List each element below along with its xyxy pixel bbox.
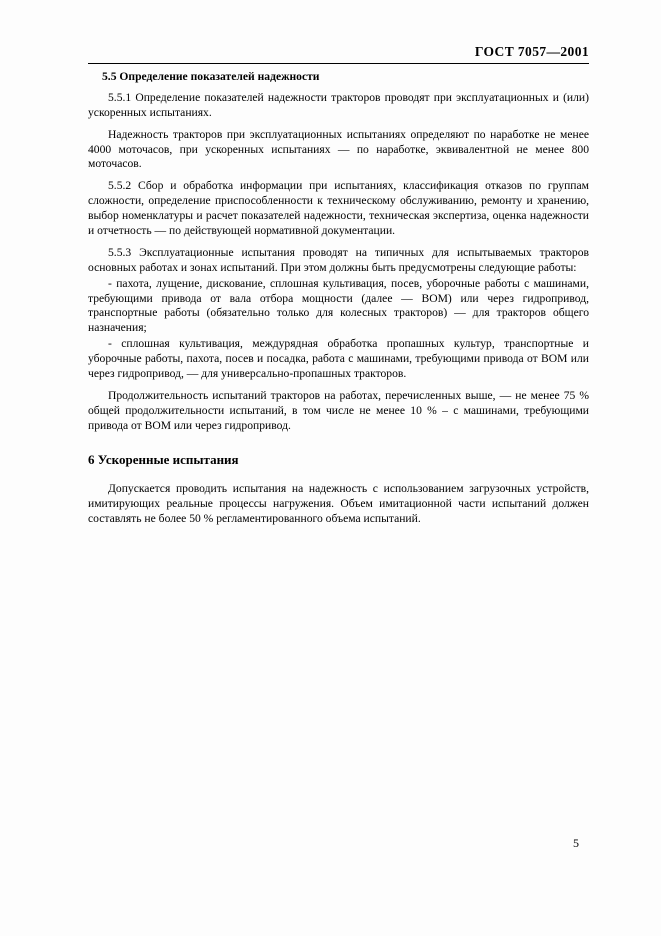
page-number: 5 [573,836,579,850]
paragraph-reliability-hours: Надежность тракторов при эксплуатационных испытаниях определяют по наработке не менее 4000 моточасов, при ускоренных испытаниях — по наработке, эквивалентной не менее 800 моточасов. [88,127,589,171]
list-item-row-crop-tractors: - сплошная культивация, междурядная обработка пропашных культур, транспортные и уборочные работы, пахота, посев и посадка, работа с машинами, требующими привода от ВОМ или через гидропривод, — для универсально-пропашных тракторов. [88,337,589,380]
paragraph-5-5-2: 5.5.2 Сбор и обработка информации при испытаниях, классификация отказов по группам сложности, определение приспособленности к техническому обслуживанию, ремонту и хранению, выбор номенклатуры и расчет показателей надежности, техническая экспертиза, оценка надежности и отчетность — по действующей нормативной документации. [88,179,589,237]
section-heading-5-5: 5.5 Определение показателей надежности [102,70,320,83]
paragraph-test-duration: Продолжительность испытаний тракторов на работах, перечисленных выше, — не менее 75 % общей продолжительности испытаний, в том числе не менее 10 % – с машинами, требующими привода от ВОМ или через гидропривод. [88,388,589,432]
paragraph-5-5-3: 5.5.3 Эксплуатационные испытания проводят на типичных для испытываемых тракторов основных работах и зонах испытаний. При этом должны быть предусмотрены следующие работы: [88,245,589,274]
paragraph-5-5-1: 5.5.1 Определение показателей надежности тракторов проводят при эксплуатационных и (или) ускоренных испытаниях. [88,90,589,119]
paragraph-accelerated-tests: Допускается проводить испытания на надежность с использованием загрузочных устройств, имитирующих реальные процессы нагружения. Объем имитационной части испытаний должен составлять не более 50 % регламентированного объема испытаний. [88,482,589,526]
document-body [88,70,589,528]
page-header-standard-number: ГОСТ 7057—2001 [474,44,589,59]
list-item-general-purpose-tractors: - пахота, лущение, дискование, сплошная культивация, посев, уборочные работы с машинами, требующими привода от вала отбора мощности (далее — ВОМ) или через гидропривод, транспортные работы (обязательно только для колесных тракторов) — для тракторов общего назначения; [88,276,589,335]
header-divider [88,63,589,64]
section-heading-6: 6 Ускоренные испытания [88,451,239,467]
